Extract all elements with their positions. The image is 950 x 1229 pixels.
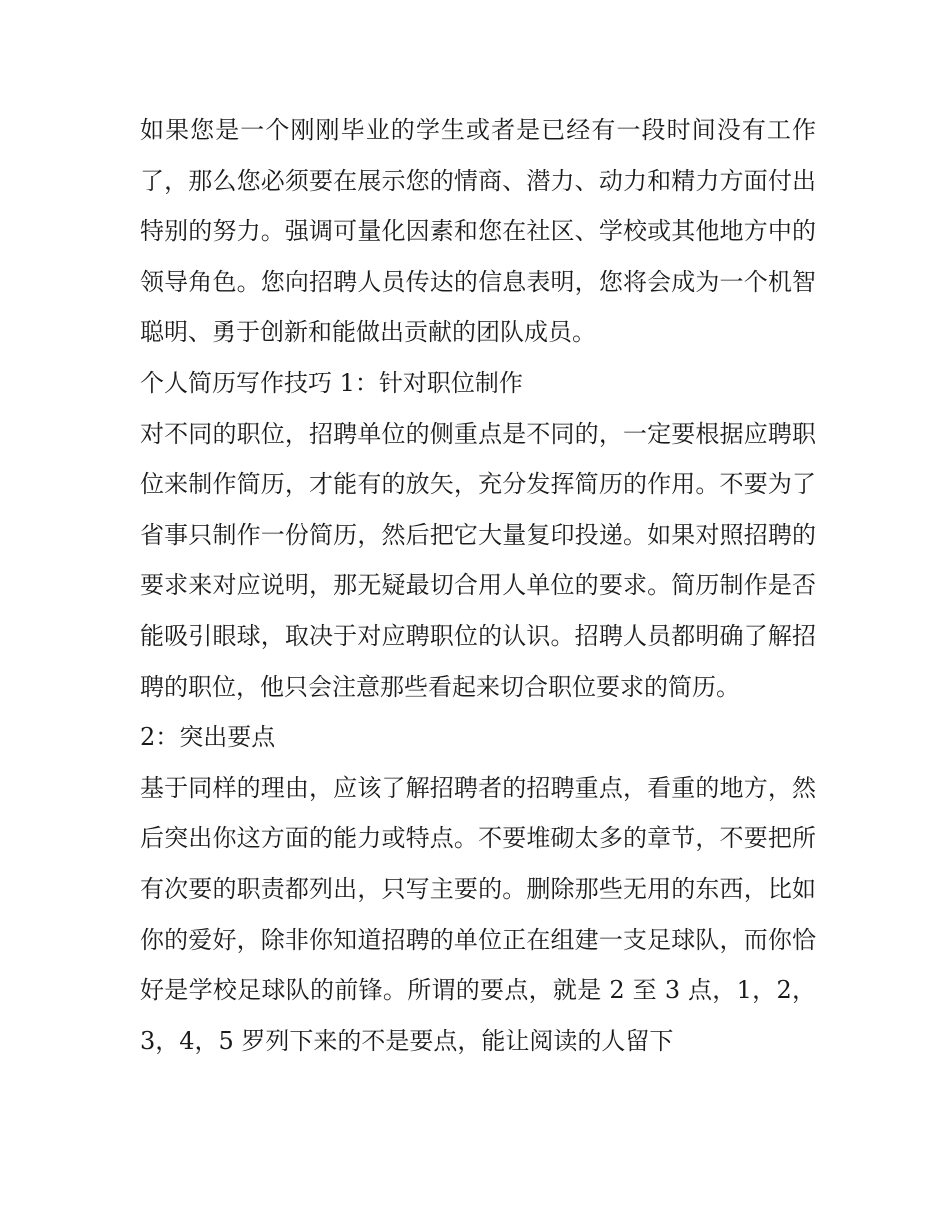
heading-tip-1: 个人简历写作技巧 1：针对职位制作 [140,368,523,397]
paragraph-tip-2: 基于同样的理由，应该了解招聘者的招聘重点，看重的地方，然后突出你这方面的能力或特点。不要堆砌太多的章节，不要把所有次要的职责都列出，只写主要的。删除那些无用的东西，比如你的爱好，除非你知道招聘的单位正在组建一支足球队，而你恰好是学校足球队的前锋。所谓的要点，就是 2 至 3 点，1，2，3，4，5 罗列下来的不是要点，能让阅读的人留下 [140,773,816,1055]
heading-tip-2: 2：突出要点 [140,723,276,752]
document-body [140,105,816,1066]
paragraph-tip-1: 对不同的职位，招聘单位的侧重点是不同的，一定要根据应聘职位来制作简历，才能有的放矢，充分发挥简历的作用。不要为了省事只制作一份简历，然后把它大量复印投递。如果对照招聘的要求来对应说明，那无疑最切合用人单位的要求。简历制作是否能吸引眼球，取决于对应聘职位的认识。招聘人员都明确了解招聘的职位，他只会注意那些看起来切合职位要求的简历。 [140,419,816,701]
paragraph-intro: 如果您是一个刚刚毕业的学生或者是已经有一段时间没有工作了，那么您必须要在展示您的情商、潜力、动力和精力方面付出特别的努力。强调可量化因素和您在社区、学校或其他地方中的领导角色。您向招聘人员传达的信息表明，您将会成为一个机智聪明、勇于创新和能做出贡献的团队成员。 [140,116,816,347]
